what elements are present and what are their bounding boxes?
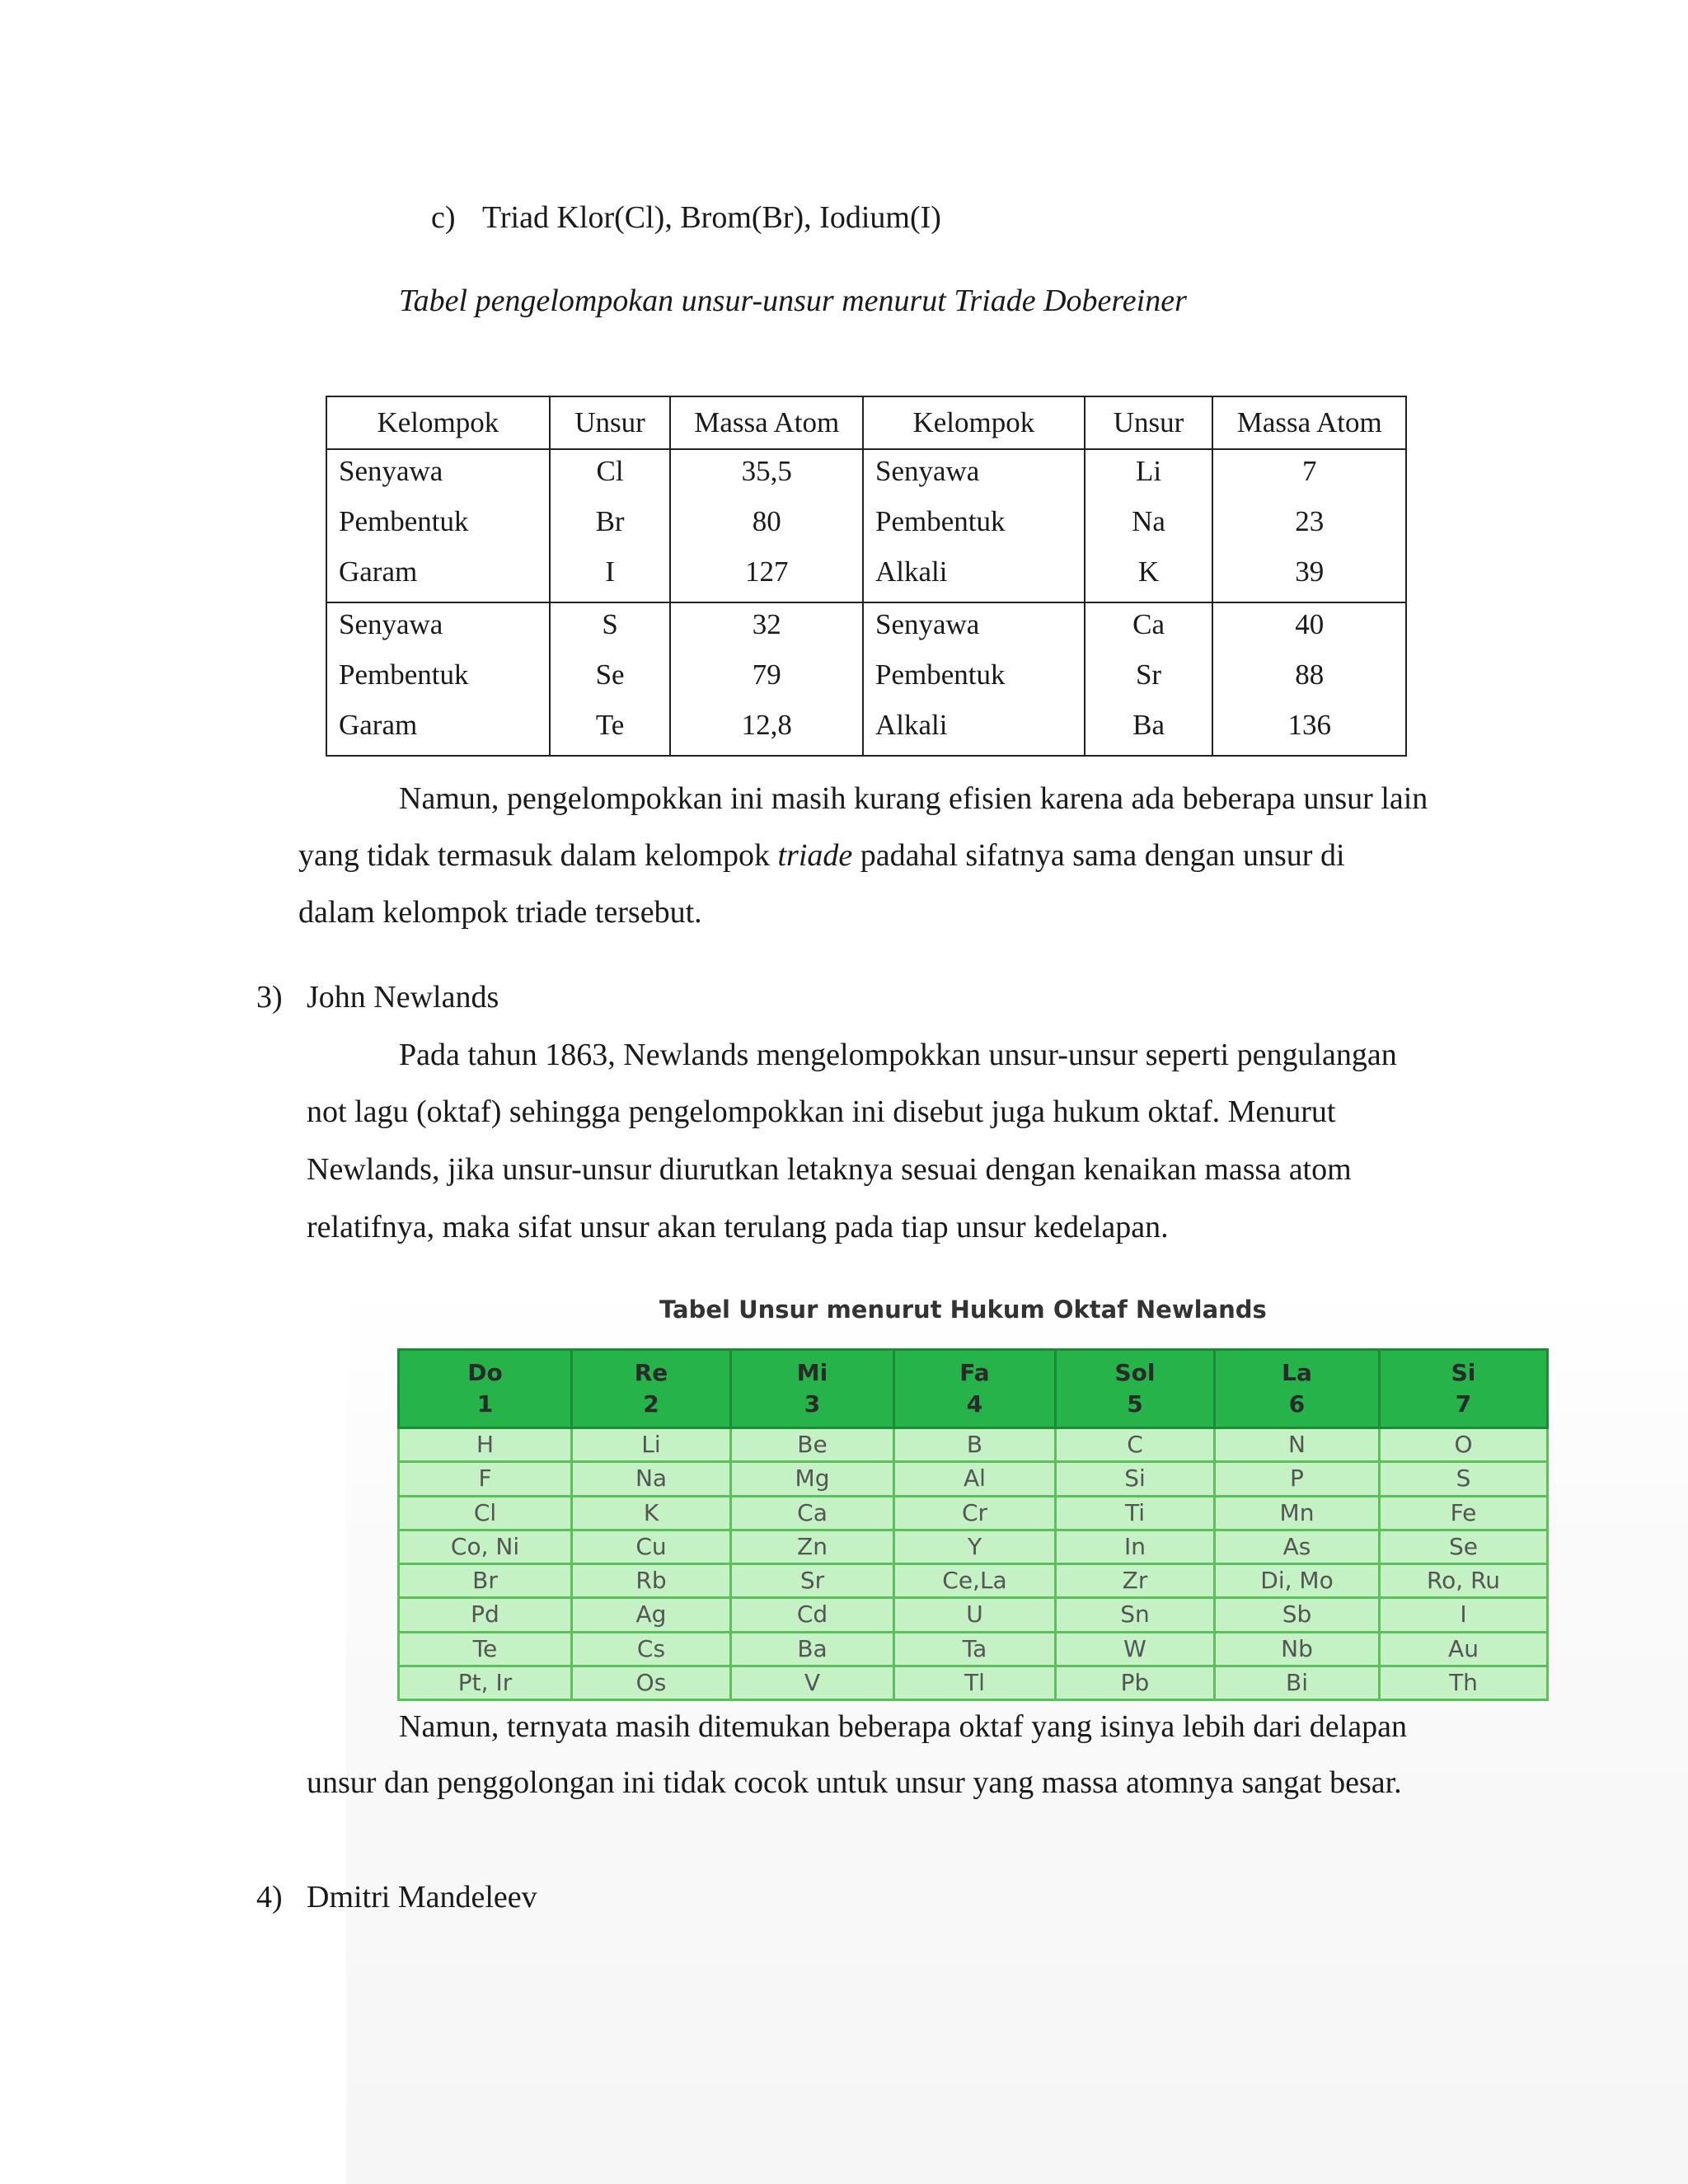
element-cell: V <box>731 1666 894 1699</box>
paragraph-line: yang tidak termasuk dalam kelompok triade padahal sifatnya sama dengan unsur di <box>298 838 1345 873</box>
element-cell: F <box>399 1462 572 1496</box>
element-cell: Mg <box>731 1462 894 1496</box>
element-cell: Ag <box>572 1598 731 1632</box>
element-cell: Te <box>399 1632 572 1666</box>
header-cell: Massa Atom <box>670 396 863 449</box>
table-row <box>399 1598 1548 1632</box>
table-row <box>326 449 1406 602</box>
kelompok-cell: Senyawa Pembentuk Alkali <box>863 602 1085 756</box>
paragraph-line: not lagu (oktaf) sehingga pengelompokkan ini disebut juga hukum oktaf. Menurut <box>307 1094 1336 1129</box>
section-number-3: 3) <box>256 980 283 1015</box>
table-row <box>399 1632 1548 1666</box>
table-row <box>326 602 1406 756</box>
section-title-newlands: John Newlands <box>307 980 499 1015</box>
element-cell: Li <box>572 1428 731 1462</box>
paragraph-line: unsur dan penggolongan ini tidak cocok untuk unsur yang massa atomnya sangat besar. <box>307 1765 1402 1800</box>
element-cell: Os <box>572 1666 731 1699</box>
table-row <box>399 1462 1548 1496</box>
element-cell: Au <box>1380 1632 1548 1666</box>
unsur-cell: S Se Te <box>550 602 671 756</box>
element-cell: B <box>894 1428 1056 1462</box>
table-row <box>399 1428 1548 1462</box>
element-cell: Zr <box>1056 1564 1215 1598</box>
paragraph-line: Newlands, jika unsur-unsur diurutkan letaknya sesuai dengan kenaikan massa atom <box>307 1152 1352 1187</box>
table-header-row <box>399 1350 1548 1428</box>
element-cell: Cl <box>399 1496 572 1530</box>
massa-cell: 40 88 136 <box>1212 602 1406 756</box>
note-header: Re 2 <box>572 1350 731 1428</box>
element-cell: Co, Ni <box>399 1530 572 1563</box>
unsur-cell: Cl Br I <box>550 449 671 602</box>
kelompok-cell: Senyawa Pembentuk Alkali <box>863 449 1085 602</box>
element-cell: N <box>1215 1428 1380 1462</box>
element-cell: Br <box>399 1564 572 1598</box>
element-cell: Si <box>1056 1462 1215 1496</box>
unsur-cell: Ca Sr Ba <box>1085 602 1213 756</box>
element-cell: As <box>1215 1530 1380 1563</box>
table-row <box>399 1530 1548 1563</box>
element-cell: Se <box>1380 1530 1548 1563</box>
triade-table <box>326 396 1407 757</box>
massa-cell: 35,5 80 127 <box>670 449 863 602</box>
header-cell: Unsur <box>1085 396 1213 449</box>
element-cell: W <box>1056 1632 1215 1666</box>
element-cell: Na <box>572 1462 731 1496</box>
paragraph-line: relatifnya, maka sifat unsur akan terulang pada tiap unsur kedelapan. <box>307 1210 1169 1244</box>
kelompok-cell: Senyawa Pembentuk Garam <box>326 602 550 756</box>
element-cell: Pd <box>399 1598 572 1632</box>
element-cell: Cr <box>894 1496 1056 1530</box>
paragraph-line: dalam kelompok triade tersebut. <box>298 895 702 930</box>
element-cell: Th <box>1380 1666 1548 1699</box>
header-cell: Kelompok <box>863 396 1085 449</box>
element-cell: U <box>894 1598 1056 1632</box>
element-cell: Zn <box>731 1530 894 1563</box>
element-cell: Fe <box>1380 1496 1548 1530</box>
element-cell: Ba <box>731 1632 894 1666</box>
massa-cell: 32 79 12,8 <box>670 602 863 756</box>
note-header: Sol 5 <box>1056 1350 1215 1428</box>
list-marker-c: c) <box>431 200 456 235</box>
element-cell: Be <box>731 1428 894 1462</box>
paragraph-line: Pada tahun 1863, Newlands mengelompokkan unsur-unsur seperti pengulangan <box>399 1038 1397 1072</box>
element-cell: Ce,La <box>894 1564 1056 1598</box>
triad-heading: Triad Klor(Cl), Brom(Br), Iodium(I) <box>482 200 941 235</box>
element-cell: Bi <box>1215 1666 1380 1699</box>
unsur-cell: Li Na K <box>1085 449 1213 602</box>
element-cell: Mn <box>1215 1496 1380 1530</box>
paragraph-line: Namun, ternyata masih ditemukan beberapa oktaf yang isinya lebih dari delapan <box>399 1709 1407 1744</box>
kelompok-cell: Senyawa Pembentuk Garam <box>326 449 550 602</box>
element-cell: I <box>1380 1598 1548 1632</box>
element-cell: Rb <box>572 1564 731 1598</box>
table2-title: Tabel Unsur menurut Hukum Oktaf Newlands <box>659 1296 1267 1324</box>
element-cell: In <box>1056 1530 1215 1563</box>
element-cell: Sb <box>1215 1598 1380 1632</box>
table-header-row <box>326 396 1406 449</box>
table-row <box>399 1564 1548 1598</box>
element-cell: Cu <box>572 1530 731 1563</box>
table-row <box>399 1496 1548 1530</box>
section-number-4: 4) <box>256 1880 283 1915</box>
emphasis-triade: triade <box>777 838 853 873</box>
element-cell: K <box>572 1496 731 1530</box>
element-cell: Cs <box>572 1632 731 1666</box>
element-cell: C <box>1056 1428 1215 1462</box>
element-cell: Sr <box>731 1564 894 1598</box>
element-cell: Tl <box>894 1666 1056 1699</box>
header-cell: Massa Atom <box>1212 396 1406 449</box>
paragraph-line: Namun, pengelompokkan ini masih kurang efisien karena ada beberapa unsur lain <box>399 781 1428 816</box>
element-cell: Nb <box>1215 1632 1380 1666</box>
element-cell: Ca <box>731 1496 894 1530</box>
element-cell: Ti <box>1056 1496 1215 1530</box>
element-cell: Pt, Ir <box>399 1666 572 1699</box>
note-header: Fa 4 <box>894 1350 1056 1428</box>
table1-caption: Tabel pengelompokan unsur-unsur menurut Triade Dobereiner <box>399 284 1187 318</box>
note-header: Mi 3 <box>731 1350 894 1428</box>
element-cell: Di, Mo <box>1215 1564 1380 1598</box>
element-cell: Al <box>894 1462 1056 1496</box>
newlands-table <box>397 1348 1549 1701</box>
header-cell: Kelompok <box>326 396 550 449</box>
element-cell: P <box>1215 1462 1380 1496</box>
element-cell: Ro, Ru <box>1380 1564 1548 1598</box>
note-header: Do 1 <box>399 1350 572 1428</box>
element-cell: S <box>1380 1462 1548 1496</box>
element-cell: Sn <box>1056 1598 1215 1632</box>
note-header: Si 7 <box>1380 1350 1548 1428</box>
element-cell: O <box>1380 1428 1548 1462</box>
element-cell: H <box>399 1428 572 1462</box>
header-cell: Unsur <box>550 396 671 449</box>
section-title-mendeleev: Dmitri Mandeleev <box>307 1880 537 1915</box>
note-header: La 6 <box>1215 1350 1380 1428</box>
massa-cell: 7 23 39 <box>1212 449 1406 602</box>
element-cell: Y <box>894 1530 1056 1563</box>
element-cell: Pb <box>1056 1666 1215 1699</box>
table-row <box>399 1666 1548 1699</box>
element-cell: Cd <box>731 1598 894 1632</box>
element-cell: Ta <box>894 1632 1056 1666</box>
